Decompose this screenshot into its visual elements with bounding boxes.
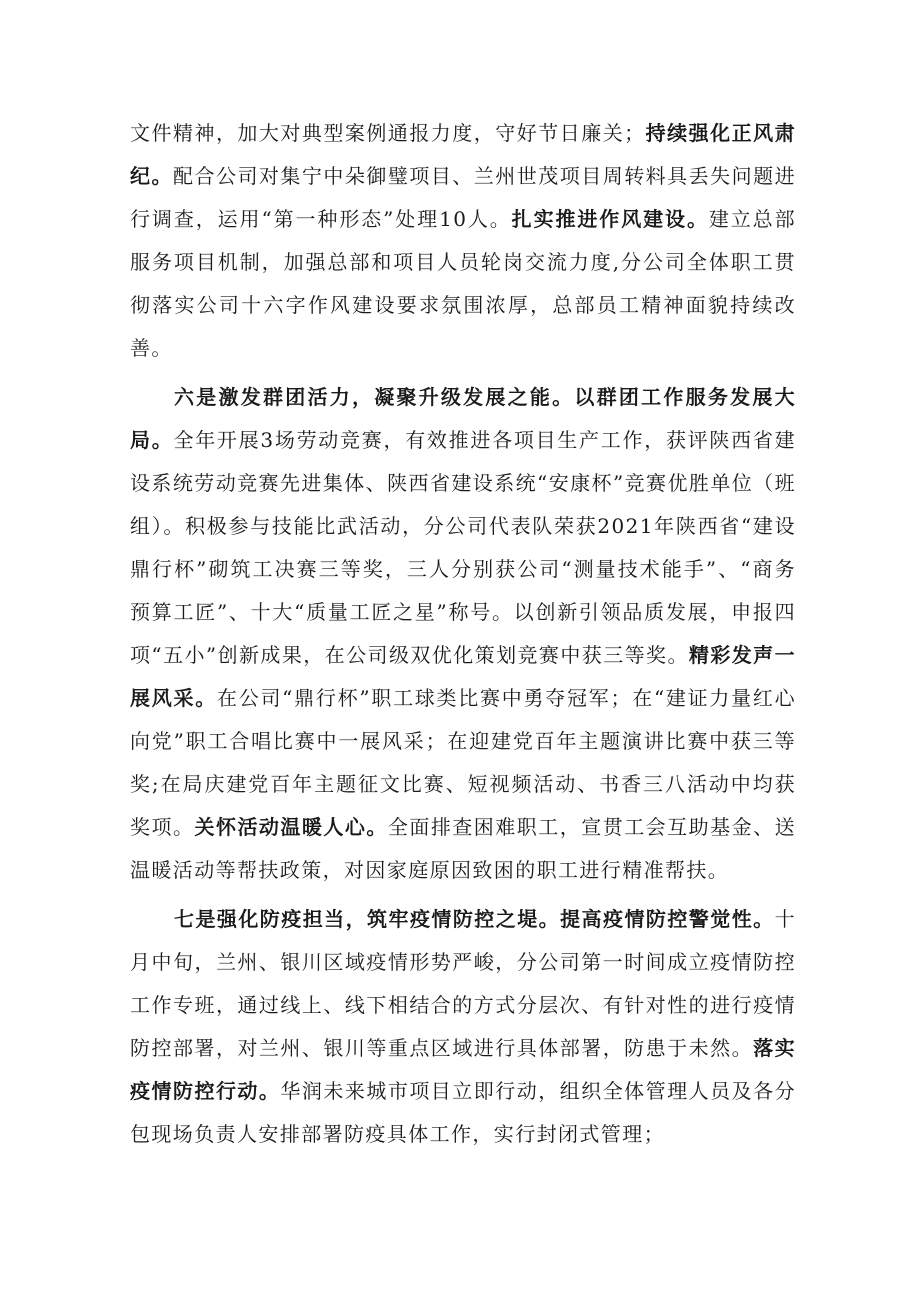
text-run: 全面排查困难职工，宣贯工会互助基金、送温暖活动等帮扶政策，对因家庭原因致困的职工进行精准帮扶。 [130, 815, 796, 882]
text-run: 十月中旬，兰州、银川区域疫情形势严峻，分公司第一时间成立疫情防控工作专班，通过线上、线下相结合的方式分层次、有针对性的进行疫情防控部署，对兰州、银川等重点区域进行具体部署，防患于未然。 [130, 907, 796, 1060]
text-run: 文件精神，加大对典型案例通报力度，守好节日廉关； [130, 121, 646, 145]
text-run: 在公司“鼎行杯”职工球类比赛中勇夺冠军；在“建证力量红心向党”职工合唱比赛中一展风采；在迎建党百年主题演讲比赛中获三等奖;在局庆建党百年主题征文比赛、短视频活动、书香三八活动中均获奖项。 [130, 686, 797, 839]
bold-heading: 落实疫情防控行动。 [130, 1036, 796, 1103]
bold-heading: 七是强化防疫担当，筑牢疫情防控之堤。提高疫情防控警觉性。 [174, 907, 775, 931]
text-run: 配合公司对集宁中朵御璧项目、兰州世茂项目周转料具丢失问题进行调查，运用“第一种形态”处理10人。 [130, 164, 796, 231]
paragraph-3 [130, 898, 796, 1156]
bold-heading: 扎实推进作风建设。 [511, 207, 709, 231]
text-run: 建立总部服务项目机制，加强总部和项目人员轮岗交流力度,分公司全体职工贯彻落实公司十六字作风建设要求氛围浓厚，总部员工精神面貌持续改善。 [130, 207, 796, 360]
paragraph-2 [130, 376, 796, 892]
bold-heading: 关怀活动温暖人心。 [194, 815, 388, 839]
text-run: 华润未来城市项目立即行动，组织全体管理人员及各分包现场负责人安排部署防疫具体工作，实行封闭式管理； [130, 1079, 796, 1146]
document-page [130, 112, 796, 1162]
text-run: 全年开展3场劳动竞赛，有效推进各项目生产工作，获评陕西省建设系统劳动竞赛先进集体、陕西省建设系统“安康杯”竞赛优胜单位（班组）。积极参与技能比武活动，分公司代表队荣获2021年陕西省“建设鼎行杯”砌筑工决赛三等奖，三人分别获公司“测量技术能手”、“商务预算工匠”、十大“质量工匠之星”称号。以创新引领品质发展，申报四项“五小”创新成果，在公司级双优化策划竞赛中获三等奖。 [130, 428, 796, 667]
paragraph-1 [130, 112, 796, 370]
bold-heading: 持续强化正风肃纪。 [130, 121, 796, 188]
bold-heading: 六是激发群团活力，凝聚升级发展之能。以群团工作服务发展大局。 [130, 385, 796, 452]
bold-heading: 精彩发声一展风采。 [130, 643, 797, 710]
